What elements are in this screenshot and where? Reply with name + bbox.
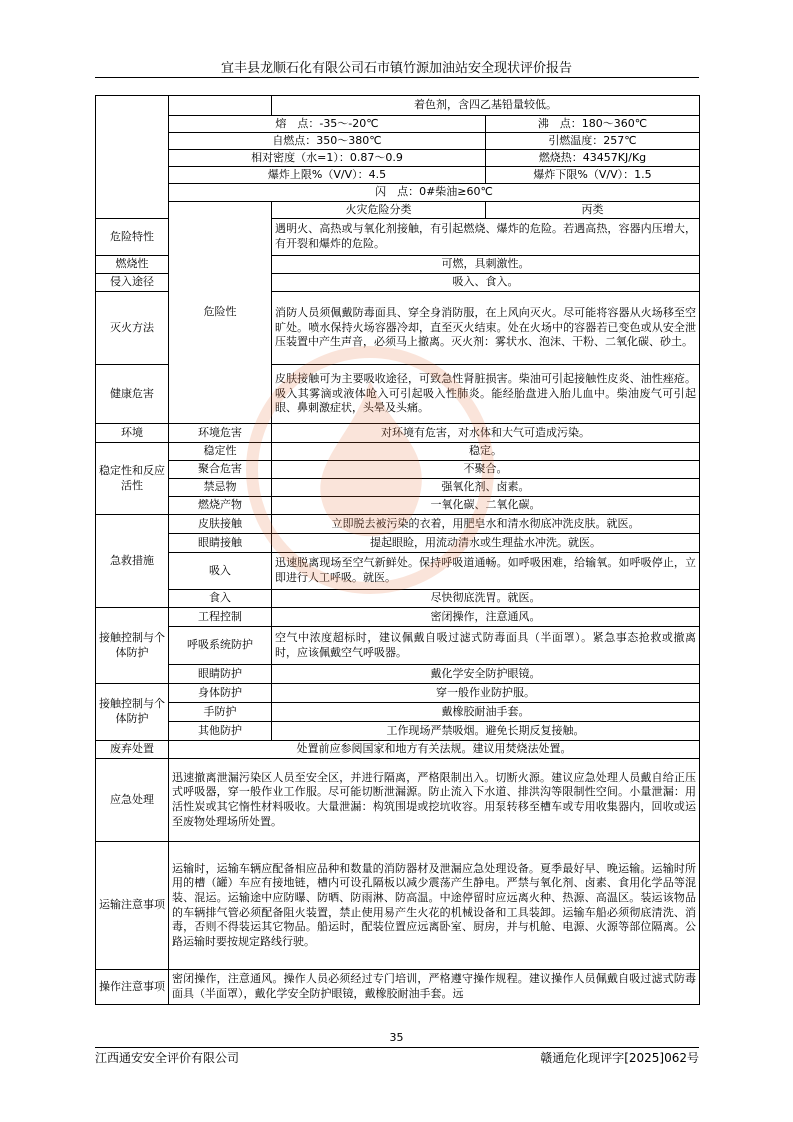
stability-value: 强氧化剂、卤素。 xyxy=(272,479,700,497)
stability-key: 稳定性 xyxy=(169,443,272,461)
stability-key: 燃烧产物 xyxy=(169,497,272,515)
firstaid-value: 提起眼睑，用流动清水或生理盐水冲洗。就医。 xyxy=(272,534,700,553)
stability-value: 不聚合。 xyxy=(272,461,700,479)
flash-point: 闪 点：0#柴油≥60℃ xyxy=(169,184,700,202)
protect1-value: 密闭操作，注意通风。 xyxy=(272,608,700,627)
hazard-label: 危险性 xyxy=(169,202,272,424)
props-left-cell xyxy=(96,96,169,219)
hazard-key: 侵入途径 xyxy=(96,274,169,292)
disposal-value: 处置前应参阅国家和地方有关法规。建议用焚烧法处置。 xyxy=(169,741,700,759)
boiling-point: 沸 点：180～360℃ xyxy=(486,116,700,133)
hazard-key: 危险特性 xyxy=(96,219,169,256)
heat-of-combustion: 燃烧热：43457KJ/Kg xyxy=(486,150,700,167)
header-rule xyxy=(95,77,699,78)
hazard-value: 消防人员须佩戴防毒面具、穿全身消防服，在上风向灭火。尽可能将容器从火场移至空旷处。喷水保持火场容器冷却，直至灭火结束。处在火场中的容器若已变色或从安全泄压装置中产生声音，必须马上撤离。灭火剂：雾状水、泡沫、干粉、二氧化碳、砂土。 xyxy=(272,292,700,365)
firstaid-value: 立即脱去被污染的衣着，用肥皂水和清水彻底冲洗皮肤。就医。 xyxy=(272,515,700,534)
explosion-upper: 爆炸上限%（V/V）：4.5 xyxy=(169,167,486,184)
emergency-value: 迅速撤离泄漏污染区人员至安全区，并进行隔离，严格限制出入。切断火源。建议应急处理人员戴自给正压式呼吸器，穿一般作业工作服。尽可能切断泄漏源。防止流入下水道、排洪沟等限制性空间。小量泄漏：用活性炭或其它惰性材料吸收。大量泄漏：构筑围堤或挖坑收容。用泵转移至槽车或专用收集器内，回收或运至废物处理场所处置。 xyxy=(169,759,700,842)
page-number: 35 xyxy=(389,1031,404,1044)
explosion-lower: 爆炸下限%（V/V）：1.5 xyxy=(486,167,700,184)
hazard-key: 灭火方法 xyxy=(96,292,169,365)
hazard-value: 遇明火、高热或与氧化剂接触，有引起燃烧、爆炸的危险。若遇高热，容器内压增大，有开裂和爆炸的危险。 xyxy=(272,219,700,256)
hazard-value: 可燃，具刺激性。 xyxy=(272,256,700,274)
operation-value: 密闭操作，注意通风。操作人员必须经过专门培训，严格遵守操作规程。建议操作人员佩戴自吸过滤式防毒面具（半面罩），戴化学安全防护眼镜，戴橡胶耐油手套。远 xyxy=(169,970,700,1005)
hazard-key: 火灾危险分类 xyxy=(272,202,486,219)
transport-label: 运输注意事项 xyxy=(96,842,169,970)
protect1-key: 工程控制 xyxy=(169,608,272,627)
colorant-text: 着色剂，含四乙基铅量较低。 xyxy=(272,96,700,116)
firstaid-key: 眼睛接触 xyxy=(169,534,272,553)
emergency-label: 应急处理 xyxy=(96,759,169,842)
firstaid-key: 食入 xyxy=(169,590,272,608)
env-label: 环境 xyxy=(96,424,169,443)
stability-value: 一氧化碳、二氧化碳。 xyxy=(272,497,700,515)
env-key: 环境危害 xyxy=(169,424,272,443)
page-header: 宜丰县龙顺石化有限公司石市镇竹源加油站安全现状评价报告 xyxy=(220,61,572,76)
protect1-label: 接触控制与个体防护 xyxy=(96,608,169,684)
protect1-key: 眼睛防护 xyxy=(169,665,272,684)
protect2-key: 身体防护 xyxy=(169,684,272,703)
hazard-value: 皮肤接触可为主要吸收途径，可致急性肾脏损害。柴油可引起接触性皮炎、油性痤疮。吸入其雾滴或液体呛入可引起吸入性肺炎。能经胎盘进入胎儿血中。柴油废气可引起眼、鼻刺激症状，头晕及头痛。 xyxy=(272,365,700,424)
firstaid-key: 吸入 xyxy=(169,553,272,590)
protect2-value: 穿一般作业防护服。 xyxy=(272,684,700,703)
hazard-value: 吸入、食入。 xyxy=(272,274,700,292)
env-value: 对环境有危害，对水体和大气可造成污染。 xyxy=(272,424,700,443)
footer-company: 江西通安安全评价有限公司 xyxy=(95,1051,240,1065)
protect1-value: 戴化学安全防护眼镜。 xyxy=(272,665,700,684)
protect2-key: 手防护 xyxy=(169,703,272,722)
protect2-value: 工作现场严禁吸烟。避免长期反复接触。 xyxy=(272,722,700,741)
stability-key: 禁忌物 xyxy=(169,479,272,497)
protect1-key: 呼吸系统防护 xyxy=(169,627,272,665)
stability-value: 稳定。 xyxy=(272,443,700,461)
ignition-temp: 引燃温度：257℃ xyxy=(486,133,700,150)
msds-table xyxy=(95,95,700,1005)
footer-doc-number: 赣通危化现评字[2025]062号 xyxy=(540,1051,699,1065)
disposal-label: 废弃处置 xyxy=(96,741,169,759)
props-blank-cell xyxy=(169,96,272,116)
hazard-key: 健康危害 xyxy=(96,365,169,424)
hazard-key: 燃烧性 xyxy=(96,256,169,274)
protect2-value: 戴橡胶耐油手套。 xyxy=(272,703,700,722)
autoignition-point: 自燃点：350～380℃ xyxy=(169,133,486,150)
stability-key: 聚合危害 xyxy=(169,461,272,479)
stability-label: 稳定性和反应活性 xyxy=(96,443,169,515)
melting-point: 熔 点：-35～-20℃ xyxy=(169,116,486,133)
relative-density: 相对密度（水=1）：0.87～0.9 xyxy=(169,150,486,167)
protect2-label: 接触控制与个体防护 xyxy=(96,684,169,741)
firstaid-label: 急救措施 xyxy=(96,515,169,608)
protect2-key: 其他防护 xyxy=(169,722,272,741)
transport-value: 运输时，运输车辆应配备相应品种和数量的消防器材及泄漏应急处理设备。夏季最好早、晚运输。运输时所用的槽（罐）车应有接地链，槽内可设孔隔板以减少震荡产生静电。严禁与氧化剂、卤素、食用化学品等混装、混运。运输途中应防曝、防晒、防雨淋、防高温。中途停留时应远离火种、热源、高温区。装运该物品的车辆排气管必须配备阻火装置，禁止使用易产生火花的机械设备和工具装卸。运输车船必须彻底清洗、消毒，否则不得装运其它物品。船运时，配装位置应远离卧室、厨房，并与机舱、电源、火源等部位隔离。公路运输时要按规定路线行驶。 xyxy=(169,842,700,970)
firstaid-value: 尽快彻底洗胃。就医。 xyxy=(272,590,700,608)
operation-label: 操作注意事项 xyxy=(96,970,169,1005)
protect1-value: 空气中浓度超标时，建议佩戴自吸过滤式防毒面具（半面罩）。紧急事态抢救或撤离时，应该佩戴空气呼吸器。 xyxy=(272,627,700,665)
footer-rule xyxy=(95,1047,699,1048)
firstaid-key: 皮肤接触 xyxy=(169,515,272,534)
firstaid-value: 迅速脱离现场至空气新鲜处。保持呼吸道通畅。如呼吸困难，给输氧。如呼吸停止，立即进行人工呼吸。就医。 xyxy=(272,553,700,590)
hazard-value: 丙类 xyxy=(486,202,700,219)
